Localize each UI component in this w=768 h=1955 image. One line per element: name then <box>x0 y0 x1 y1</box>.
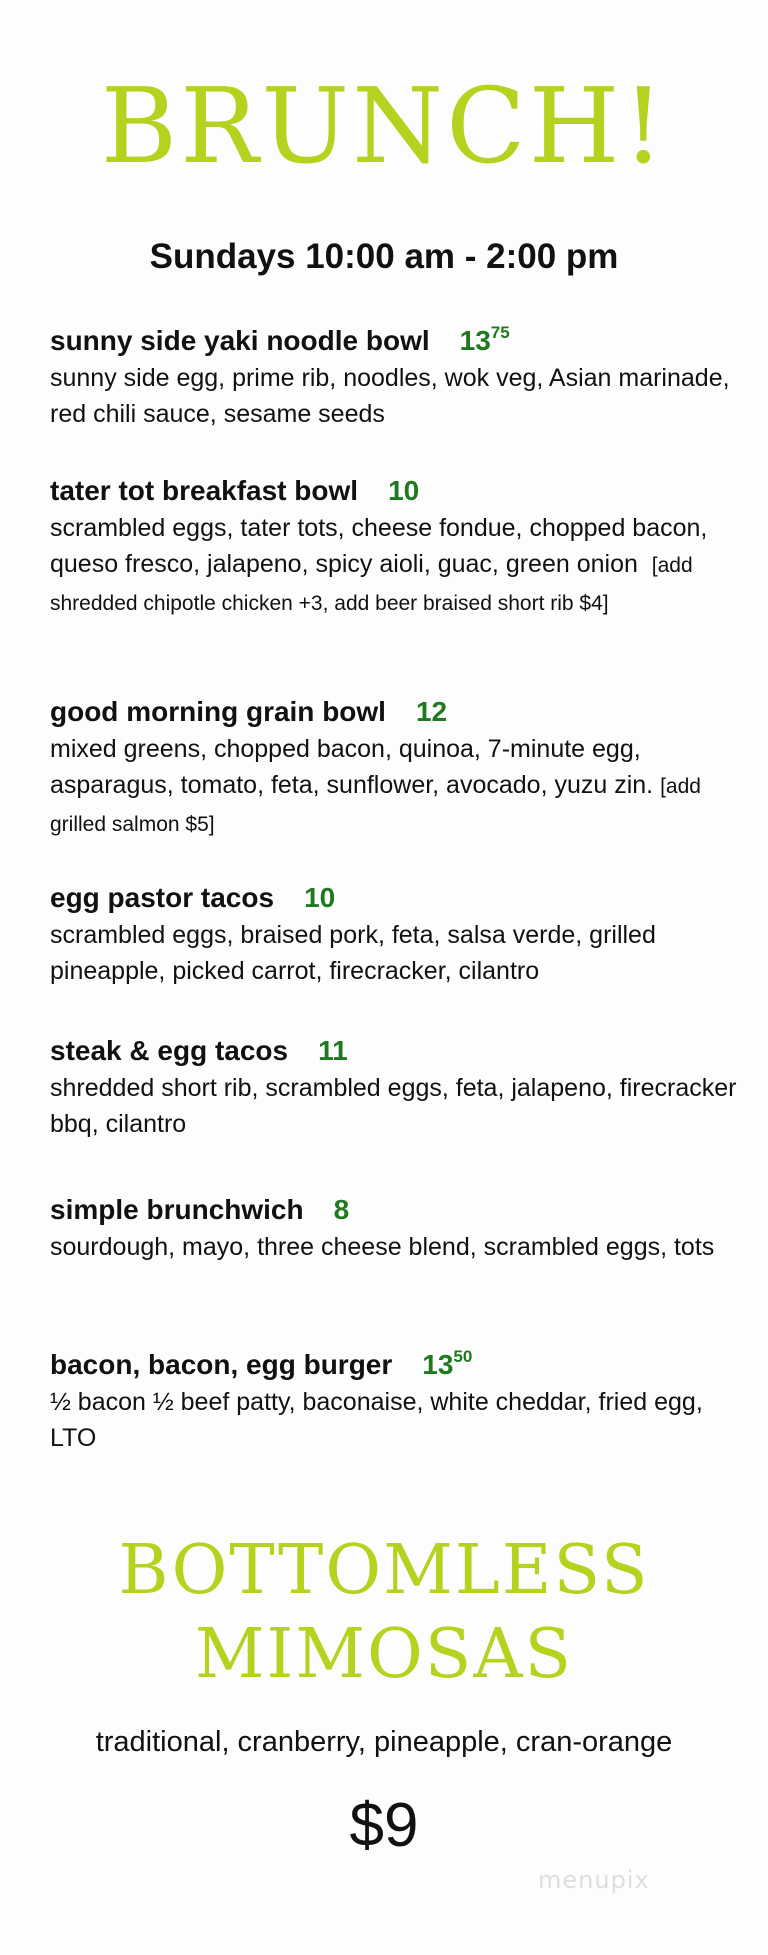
mimosas-title: MIMOSAS <box>194 1615 574 1694</box>
menu-item <box>50 472 740 622</box>
item-description: shredded short rib, scrambled eggs, feta, jalapeno, firecracker bbq, cilantro <box>50 1074 737 1138</box>
item-name: bacon, bacon, egg burger <box>50 1349 393 1380</box>
menu-item <box>50 693 740 843</box>
menu-item <box>50 879 740 989</box>
item-name: simple brunchwich <box>50 1194 304 1225</box>
item-price: $13^{75}$ <box>459 323 510 356</box>
bottomless-title: BOTTOMLESS <box>118 1531 650 1610</box>
item-price-cents: 75 <box>490 323 510 342</box>
menu-item <box>50 322 740 432</box>
mimosa-price: $9 <box>349 1791 419 1860</box>
item-price: 8 <box>333 1194 350 1225</box>
mimosa-flavors: traditional, cranberry, pineapple, cran-orange <box>95 1726 673 1758</box>
item-name: tater tot breakfast bowl <box>50 475 359 506</box>
page-title: BRUNCH! <box>100 65 668 187</box>
item-name: egg pastor tacos <box>50 882 275 913</box>
item-note: [add grilled salmon $5] <box>50 775 701 836</box>
item-description: mixed greens, chopped bacon, quinoa, 7-minute egg, asparagus, tomato, feta, sunflower, avocado, yuzu zin. <box>50 735 654 799</box>
menu-item <box>50 1191 740 1265</box>
item-price: 10 <box>304 882 336 913</box>
item-price: $13^{50}$ <box>422 1347 473 1380</box>
menu-item <box>50 1032 740 1142</box>
item-price: 11 <box>318 1035 348 1066</box>
item-description: scrambled eggs, braised pork, feta, salsa verde, grilled pineapple, picked carrot, firecracker, cilantro <box>50 921 656 985</box>
item-description: scrambled eggs, tater tots, cheese fondue, chopped bacon, queso fresco, jalapeno, spicy aioli, guac, green onion <box>50 514 708 578</box>
item-description: sourdough, mayo, three cheese blend, scrambled eggs, tots <box>50 1233 715 1261</box>
item-name: sunny side yaki noodle bowl <box>50 325 430 356</box>
brunch-hours: Sundays 10:00 am - 2:00 pm <box>149 237 619 276</box>
item-name: steak & egg tacos <box>50 1035 289 1066</box>
item-price-cents: 50 <box>453 1347 473 1366</box>
menu-item <box>50 1346 740 1456</box>
item-description: sunny side egg, prime rib, noodles, wok veg, Asian marinade, red chili sauce, sesame seeds <box>50 364 730 428</box>
item-price: 12 <box>415 696 448 727</box>
item-description: ½ bacon ½ beef patty, baconaise, white cheddar, fried egg, LTO <box>50 1388 703 1452</box>
watermark-logo: menupix <box>538 1866 650 1894</box>
item-price: 10 <box>388 475 420 506</box>
item-note: [add shredded chipotle chicken +3, add beer braised short rib $4] <box>50 554 693 615</box>
item-name: good morning grain bowl <box>50 696 386 727</box>
